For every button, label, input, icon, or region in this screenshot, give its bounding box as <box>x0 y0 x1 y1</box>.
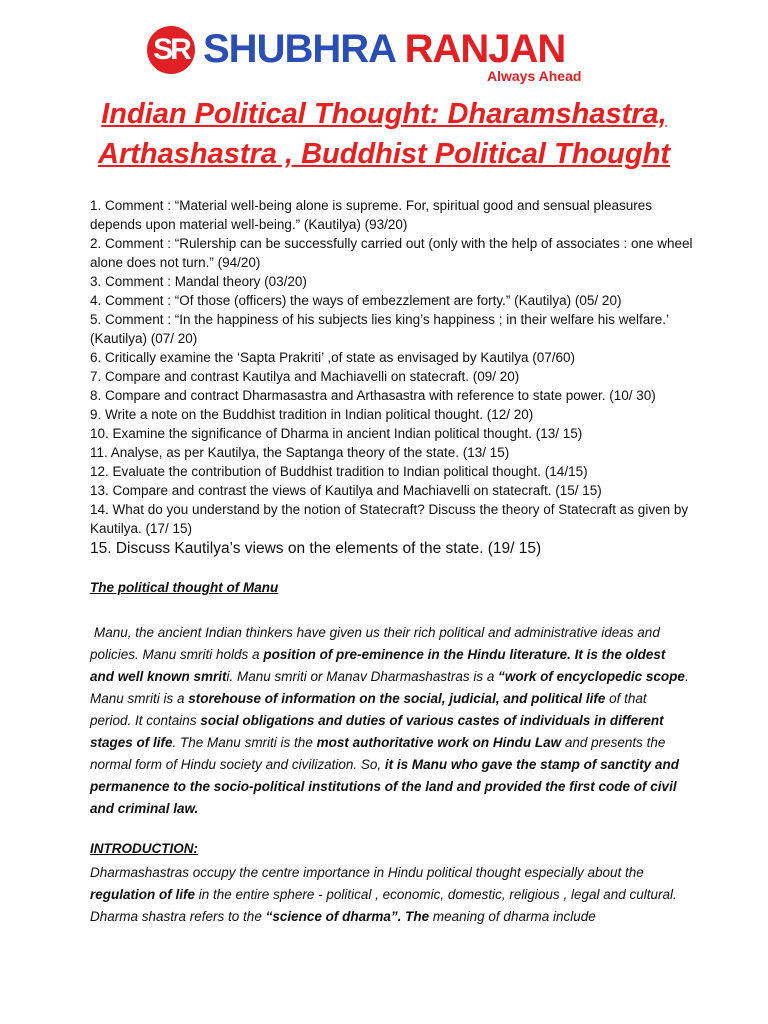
text-run: Manu, the ancient Indian thinkers have given us their rich political and administrative ideas and policies. Manu smriti holds a <box>90 625 660 662</box>
brand-name-first: SHUBHRA <box>203 27 395 71</box>
text-run: meaning of dharma include <box>429 909 596 924</box>
text-run: Dharmashastras occupy the centre importance in Hindu political thought especially about the <box>90 865 644 880</box>
title-line-1: Indian Political Thought: Dharamshastra, <box>101 98 667 130</box>
question-item: 4. Comment : “Of those (officers) the ways of embezzlement are forty.” (Kautilya) (05/ 20) <box>90 293 622 308</box>
introduction-heading: INTRODUCTION: <box>90 841 198 856</box>
logo-mark-icon: SR <box>147 26 195 74</box>
question-item: 7. Compare and contrast Kautilya and Machiavelli on statecraft. (09/ 20) <box>90 369 520 384</box>
question-item: 13. Compare and contrast the views of Kautilya and Machiavelli on statecraft. (15/ 15) <box>90 483 602 498</box>
text-run: . Manu smriti is a <box>90 669 689 706</box>
question-item: 1. Comment : “Material well-being alone is supreme. For, spiritual good and sensual pleasures depends upon material well-being.” (Kautilya) (93/20) <box>90 198 653 232</box>
question-item: 5. Comment : “In the happiness of his subjects lies king’s happiness ; in their welfare his welfare.’ (Kautilya) (07/ 20) <box>90 312 669 346</box>
brand-name-second: RANJAN <box>404 27 566 71</box>
text-run-bold: regulation of life <box>90 887 196 902</box>
brand-logo <box>147 24 607 84</box>
section-heading: The political thought of Manu <box>90 580 279 595</box>
brand-tagline: Always Ahead <box>487 68 582 84</box>
text-run: and presents the normal form of Hindu society and civilization. So, <box>90 735 666 772</box>
manu-paragraph <box>90 622 690 820</box>
text-run-bold: position of pre-eminence in the Hindu literature. It is the oldest and well known smrit <box>90 647 666 684</box>
text-run-bold: it is Manu who gave the stamp of sanctity and permanence to the socio-political institutions of the land and provided the first code of civil and criminal law. <box>90 757 679 816</box>
title-line-2: Arthashastra , Buddhist Political Thought <box>98 138 670 170</box>
question-list <box>90 196 702 560</box>
text-run-bold: storehouse of information on the social, judicial, and political life <box>188 691 606 706</box>
question-item: 3. Comment : Mandal theory (03/20) <box>90 274 307 289</box>
text-run-bold: social obligations and duties of various castes of individuals in different stages of life <box>90 713 664 750</box>
text-run-bold: “science of dharma”. The <box>265 909 430 924</box>
text-run: in the entire sphere - political , economic, domestic, religious , legal and cultural. Dharma shastra refers to the <box>90 887 677 924</box>
question-item: 9. Write a note on the Buddhist tradition in Indian political thought. (12/ 20) <box>90 407 534 422</box>
question-item: 8. Compare and contract Dharmasastra and Arthasastra with reference to state power. (10/ 30) <box>90 388 656 403</box>
brand-name <box>203 24 565 74</box>
text-run: . The Manu smriti is the <box>172 735 317 750</box>
question-item: 12. Evaluate the contribution of Buddhist tradition to Indian political thought. (14/15) <box>90 464 588 479</box>
question-item: 11. Analyse, as per Kautilya, the Saptanga theory of the state. (13/ 15) <box>90 445 510 460</box>
introduction-paragraph <box>90 862 690 928</box>
question-item: 2. Comment : “Rulership can be successfully carried out (only with the help of associates : one wheel alone does not turn.” (94/20) <box>90 236 693 270</box>
question-item: 15. Discuss Kautilya’s views on the elements of the state. (19/ 15) <box>90 540 542 557</box>
question-item: 14. What do you understand by the notion of Statecraft? Discuss the theory of Statecraft as given by Kautilya. (17/ 15) <box>90 502 689 536</box>
question-item: 6. Critically examine the ‘Sapta Prakriti’ ,of state as envisaged by Kautilya (07/60) <box>90 350 575 365</box>
text-run: of that period. It contains <box>90 691 647 728</box>
page-title <box>0 94 768 174</box>
question-item: 10. Examine the significance of Dharma in ancient Indian political thought. (13/ 15) <box>90 426 583 441</box>
text-run-bold: “work of encyclopedic scope <box>498 669 685 684</box>
text-run: i. Manu smriti or Manav Dharmashastras is a <box>226 669 499 684</box>
text-run-bold: most authoritative work on Hindu Law <box>316 735 562 750</box>
